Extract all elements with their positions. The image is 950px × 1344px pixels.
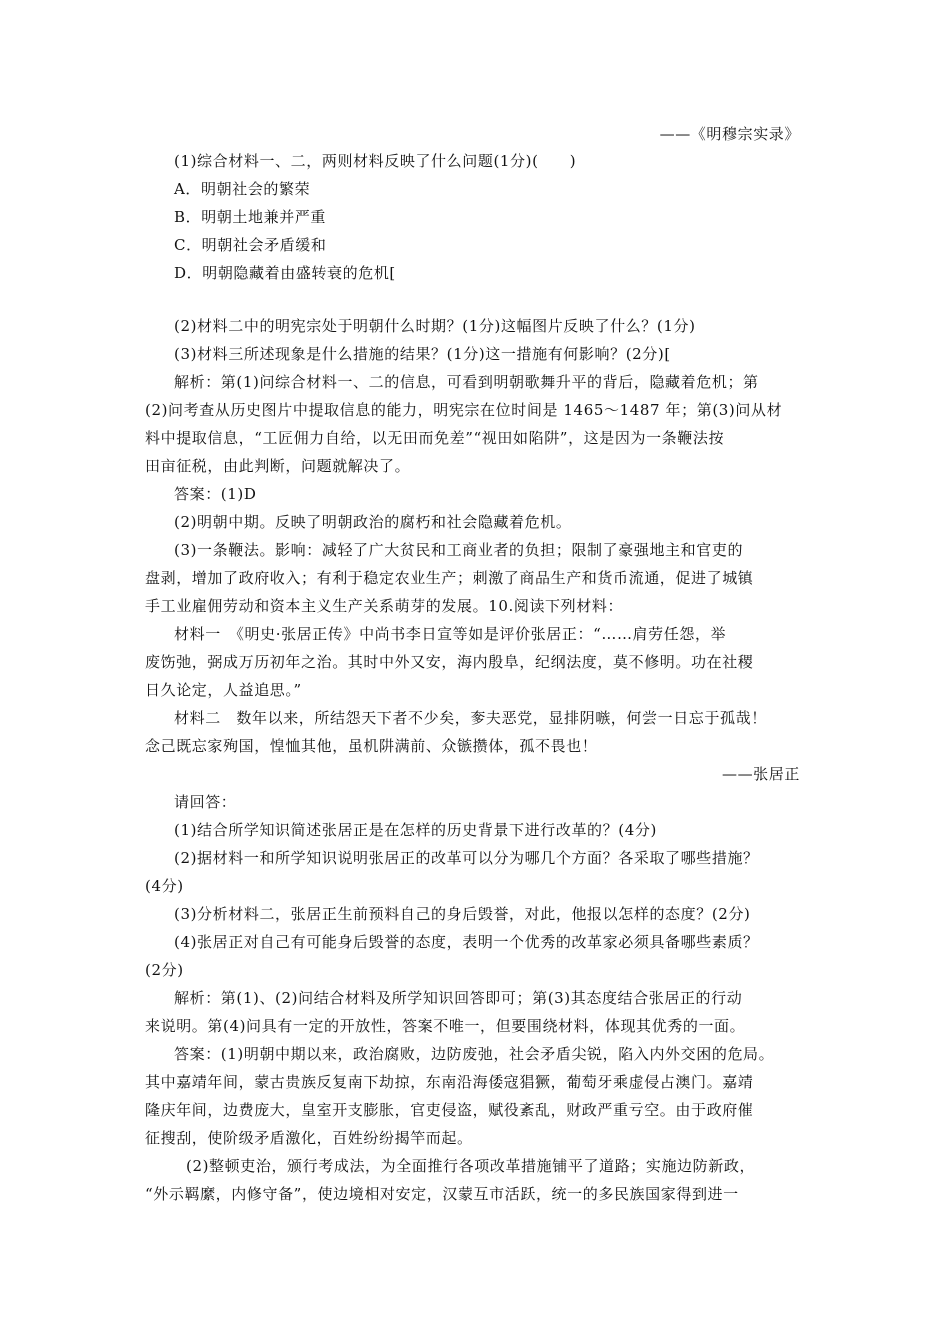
material-2-line-2: 念己既忘家殉国，惶恤其他，虽机阱满前、众镞攒体，孤不畏也！ [145, 737, 598, 755]
option-b: B．明朝土地兼并严重 [174, 208, 327, 226]
option-c: C．明朝社会矛盾缓和 [174, 236, 327, 254]
sub-question-2-line-2: (4分) [145, 877, 184, 895]
analysis-1-line-4: 田亩征税，由此判断，问题就解决了。 [145, 457, 411, 475]
analysis-2-line-2: 来说明。第(4)问具有一定的开放性，答案不唯一，但要围绕材料，体现其优秀的一面。 [145, 1017, 746, 1035]
answer-3-line-2: 盘剥，增加了政府收入；有利于稳定农业生产；刺激了商品生产和货币流通，促进了城镇 [145, 569, 754, 587]
answer-5-line-2: “外示羁縻，内修守备”，使边境相对安定，汉蒙互市活跃，统一的多民族国家得到进一 [145, 1185, 739, 1203]
option-d: D．明朝隐藏着由盛转衰的危机[ [174, 264, 396, 282]
question-3: (3)材料三所述现象是什么措施的结果？(1分)这一措施有何影响？(2分)[ [174, 345, 671, 363]
material-1-line-1: 材料一 《明史·张居正传》中尚书李日宣等如是评价张居正：“……肩劳任怨，举 [174, 625, 727, 643]
answer-4-line-2: 其中嘉靖年间，蒙古贵族反复南下劫掠，东南沿海倭寇猖獗，葡萄牙乘虚侵占澳门。嘉靖 [145, 1073, 754, 1091]
source-citation-2: ——张居正 [721, 765, 800, 783]
material-2-line-1: 材料二 数年以来，所结怨天下者不少矣，奓夫恶党，显排阴嗾，何尝一日忘于孤哉！ [174, 709, 767, 727]
sub-question-4-line-1: (4)张居正对自己有可能身后毁誉的态度，表明一个优秀的改革家必须具备哪些素质？ [174, 933, 759, 951]
answer-4-line-1: 答案：(1)明朝中期以来，政治腐败，边防废弛，社会矛盾尖锐，陷入内外交困的危局。 [174, 1045, 775, 1063]
sub-question-2-line-1: (2)据材料一和所学知识说明张居正的改革可以分为哪几个方面？各采取了哪些措施？ [174, 849, 759, 867]
answer-4-line-3: 隆庆年间，边费庞大，皇室开支膨胀，官吏侵盗，赋役紊乱，财政严重亏空。由于政府催 [145, 1101, 754, 1119]
option-a: A．明朝社会的繁荣 [174, 180, 311, 198]
question-2: (2)材料二中的明宪宗处于明朝什么时期？(1分)这幅图片反映了什么？(1分) [174, 317, 696, 335]
analysis-1-line-3: 料中提取信息，“工匠佣力自给，以无田而免差”“视田如陷阱”，这是因为一条鞭法按 [145, 429, 725, 447]
sub-question-4-line-2: (2分) [145, 961, 184, 979]
question-1: (1)综合材料一、二，两则材料反映了什么问题(1分)( ) [174, 152, 577, 170]
answer-3-line-3: 手工业雇佣劳动和资本主义生产关系萌芽的发展。10.阅读下列材料： [145, 597, 624, 615]
source-citation-1: ——《明穆宗实录》 [659, 125, 800, 143]
material-1-line-3: 日久论定，人益追思。” [145, 681, 302, 699]
sub-question-3: (3)分析材料二，张居正生前预料自己的身后毁誉，对此，他报以怎样的态度？(2分) [174, 905, 751, 923]
answer-5-line-1: (2)整顿吏治，颁行考成法，为全面推行各项改革措施铺平了道路；实施边防新政， [186, 1157, 756, 1175]
answer-1: 答案：(1)D [174, 485, 257, 503]
analysis-1-line-1: 解析：第(1)问综合材料一、二的信息，可看到明朝歌舞升平的背后，隐藏着危机；第 [174, 373, 759, 391]
material-1-line-2: 废饬弛，弼成万历初年之治。其时中外又安，海内殷阜，纪纲法度，莫不修明。功在社稷 [145, 653, 754, 671]
analysis-1-line-2: (2)问考查从历史图片中提取信息的能力，明宪宗在位时间是 1465～1487 年；第(3)问从材 [145, 401, 783, 419]
prompt-heading: 请回答： [174, 793, 237, 811]
sub-question-1: (1)结合所学知识简述张居正是在怎样的历史背景下进行改革的？(4分) [174, 821, 657, 839]
answer-4-line-4: 征搜刮，使阶级矛盾激化，百姓纷纷揭竿而起。 [145, 1129, 473, 1147]
answer-2: (2)明朝中期。反映了明朝政治的腐朽和社会隐藏着危机。 [174, 513, 572, 531]
analysis-2-line-1: 解析：第(1)、(2)问结合材料及所学知识回答即可；第(3)其态度结合张居正的行动 [174, 989, 743, 1007]
answer-3-line-1: (3)一条鞭法。影响：减轻了广大贫民和工商业者的负担；限制了豪强地主和官吏的 [174, 541, 744, 559]
